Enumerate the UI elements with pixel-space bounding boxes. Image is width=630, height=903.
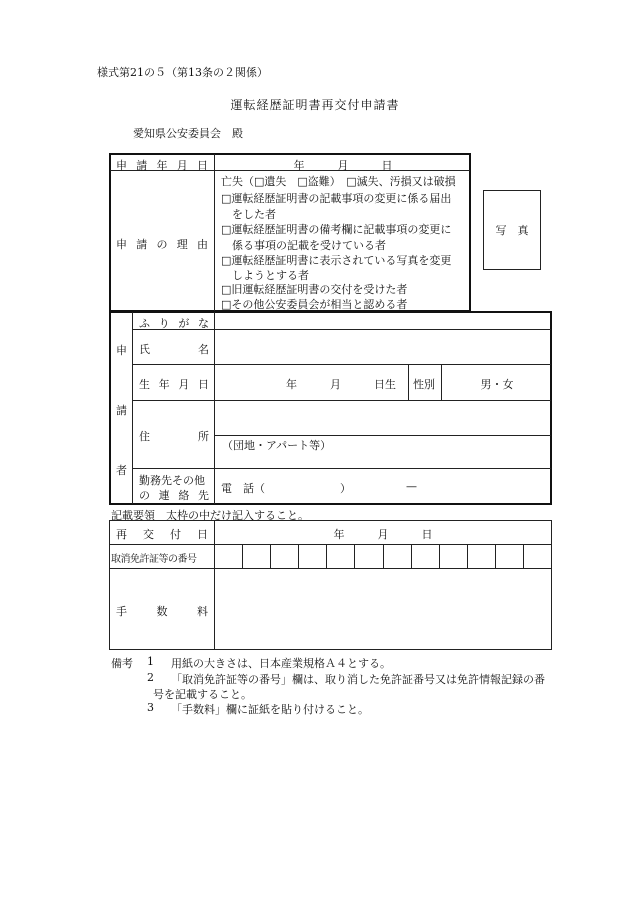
phone-label: 電 話（ <box>221 482 265 495</box>
digit-cell-divider <box>354 545 355 568</box>
form-title: 運転経歴証明書再交付申請書 <box>230 98 400 112</box>
note-2-text: 「取消免許証等の番号」欄は、取り消した免許証番号又は免許情報記録の番 <box>171 673 545 686</box>
reason-option-4[interactable]: □旧運転経歴証明書の交付を受けた者 <box>221 283 408 296</box>
fee-stamp-area[interactable] <box>216 570 550 648</box>
reason-loss-option[interactable]: 亡失（□遺失 □盗難） □滅失、汚損又は破損 <box>221 175 456 188</box>
notes-heading: 備考 <box>111 657 133 670</box>
reason-option-2-cont: 係る事項の記載を受けている者 <box>221 239 386 252</box>
address-input[interactable] <box>216 402 550 434</box>
contact-label-1: 勤務先その他 <box>139 474 205 487</box>
birthdate-label: 生 年 月 日 <box>139 378 209 391</box>
reason-option-3-cont: しようとする者 <box>221 269 309 282</box>
digit-cell-divider <box>383 545 384 568</box>
digit-cell-divider <box>270 545 271 568</box>
applicant-side-1: 申 <box>116 344 127 357</box>
reissue-date-field[interactable]: 年 月 日 <box>333 528 433 541</box>
note-2-text-cont: 号を記載すること。 <box>153 688 252 701</box>
sex-field[interactable]: 男・女 <box>480 378 514 391</box>
applicant-side-2: 請 <box>116 404 127 417</box>
address-sub-label: （団地・アパート等） <box>222 439 332 452</box>
sex-label: 性別 <box>413 378 435 391</box>
fee-label: 手 数 料 <box>116 605 208 618</box>
note-3-num: 3 <box>147 701 154 714</box>
instruction: 記載要領 太枠の中だけ記入すること。 <box>111 509 309 522</box>
application-date-label: 申 請 年 月 日 <box>116 159 208 172</box>
furigana-label: ふ り が な <box>139 317 209 330</box>
note-1-num: 1 <box>147 655 154 668</box>
applicant-side-3: 者 <box>116 464 127 477</box>
reason-label: 申 請 の 理 由 <box>116 238 208 251</box>
contact-label-2: の 連 絡 先 <box>139 489 209 502</box>
application-date-field[interactable]: 年 月 日 <box>293 159 393 172</box>
addressee: 愛知県公安委員会 殿 <box>133 127 243 140</box>
digit-cell-divider <box>523 545 524 568</box>
digit-cell-divider <box>326 545 327 568</box>
form-number: 様式第21の５（第13条の２関係） <box>97 66 268 79</box>
digit-cell-divider <box>242 545 243 568</box>
reason-option-5[interactable]: □その他公安委員会が相当と認める者 <box>221 298 408 311</box>
reason-option-2[interactable]: □運転経歴証明書の備考欄に記載事項の変更に <box>221 223 452 236</box>
phone-paren: ） <box>340 482 351 495</box>
birthdate-field[interactable]: 年 月 日生 <box>286 378 396 391</box>
name-label: 氏 名 <box>139 343 209 356</box>
reason-option-1-cont: をした者 <box>221 208 276 221</box>
address-label: 住 所 <box>139 430 209 443</box>
note-3-text: 「手数料」欄に証紙を貼り付けること。 <box>171 703 369 716</box>
phone-dash: — <box>406 480 417 493</box>
digit-cell-divider <box>298 545 299 568</box>
digit-cell-divider <box>411 545 412 568</box>
reason-option-3[interactable]: □運転経歴証明書に表示されている写真を変更 <box>221 254 452 267</box>
photo-label: 写 真 <box>495 224 529 237</box>
cancel-number-label: 取消免許証等の番号 <box>111 554 197 565</box>
note-1-text: 用紙の大きさは、日本産業規格Ａ４とする。 <box>171 657 391 670</box>
digit-cell-divider <box>439 545 440 568</box>
photo-box[interactable] <box>483 190 541 270</box>
note-2-num: 2 <box>147 671 154 684</box>
reason-option-1[interactable]: □運転経歴証明書の記載事項の変更に係る届出 <box>221 192 452 205</box>
name-input[interactable] <box>216 332 550 362</box>
furigana-input[interactable] <box>216 315 550 329</box>
reissue-date-label: 再 交 付 日 <box>116 528 208 541</box>
digit-cell-divider <box>495 545 496 568</box>
digit-cell-divider <box>467 545 468 568</box>
